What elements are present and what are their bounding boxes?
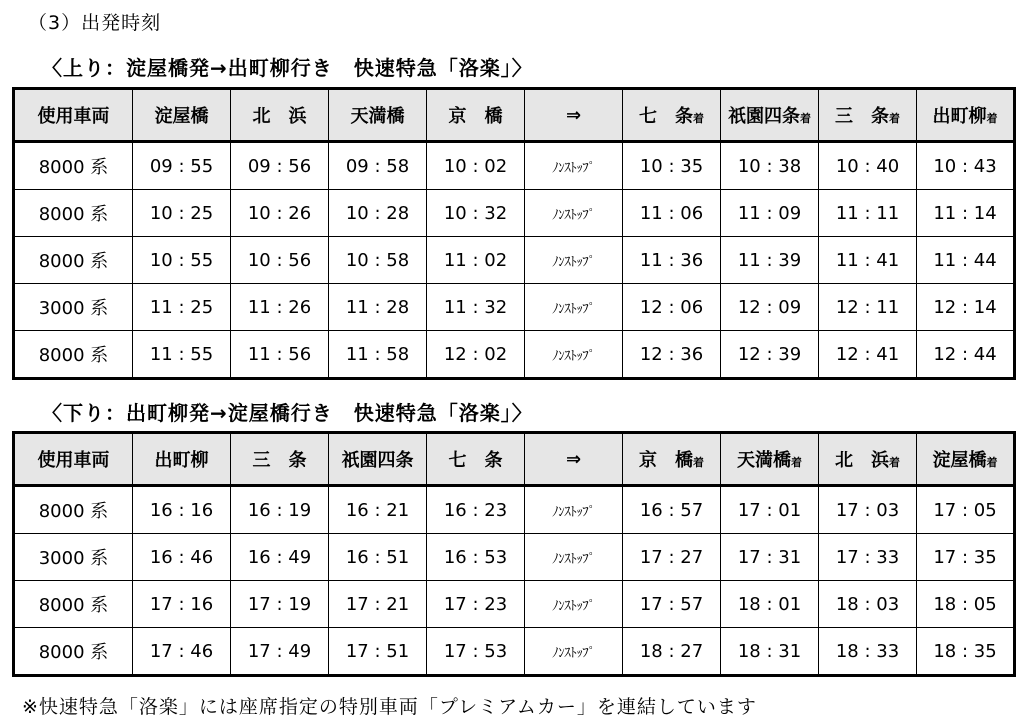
time-cell: 12 : 36: [623, 331, 721, 379]
vehicle-cell: 3000 系: [14, 284, 133, 331]
up-header-label: 京 橋: [448, 106, 503, 127]
time-cell: 10 : 55: [133, 237, 231, 284]
time-cell: 12 : 02: [427, 331, 525, 379]
time-cell: 10 : 28: [329, 190, 427, 237]
table-row: [14, 331, 1015, 379]
up-header-cell: [917, 89, 1015, 142]
time-cell: 16 : 19: [231, 486, 329, 534]
down-header-row: [14, 433, 1015, 486]
table-row: [14, 581, 1015, 628]
vehicle-cell: 8000 系: [14, 486, 133, 534]
time-cell: 11 : 06: [623, 190, 721, 237]
nonstop-cell: ﾉﾝｽﾄｯﾌﾟ: [525, 486, 623, 534]
up-header-label: 出町柳: [932, 106, 987, 127]
vehicle-cell: 8000 系: [14, 142, 133, 190]
down-header-cell: [427, 433, 525, 486]
time-cell: 18 : 31: [721, 628, 819, 676]
time-cell: 11 : 32: [427, 284, 525, 331]
time-cell: 10 : 02: [427, 142, 525, 190]
up-header-cell: [427, 89, 525, 142]
table-row: [14, 190, 1015, 237]
down-timetable: [12, 431, 1016, 677]
up-header-label: 祇園四条: [728, 106, 800, 127]
arrival-suffix: 着: [986, 112, 998, 125]
vehicle-cell: 8000 系: [14, 190, 133, 237]
time-cell: 17 : 53: [427, 628, 525, 676]
time-cell: 11 : 44: [917, 237, 1015, 284]
down-header-label: 祇園四条: [341, 450, 414, 471]
up-header-label: ⇒: [565, 104, 582, 126]
up-header-row: [14, 89, 1015, 142]
time-cell: 18 : 01: [721, 581, 819, 628]
time-cell: 16 : 57: [623, 486, 721, 534]
down-header-label: ⇒: [565, 448, 582, 470]
time-cell: 17 : 51: [329, 628, 427, 676]
arrival-suffix: 着: [889, 112, 900, 125]
time-cell: 12 : 09: [721, 284, 819, 331]
table-row: [14, 284, 1015, 331]
time-cell: 17 : 05: [917, 486, 1015, 534]
vehicle-cell: 8000 系: [14, 628, 133, 676]
up-header-cell: [721, 89, 819, 142]
up-body: [14, 142, 1015, 379]
time-cell: 17 : 03: [819, 486, 917, 534]
table-row: [14, 237, 1015, 284]
time-cell: 18 : 33: [819, 628, 917, 676]
up-header-cell: [819, 89, 917, 142]
nonstop-cell: ﾉﾝｽﾄｯﾌﾟ: [525, 331, 623, 379]
down-header-label: 北 浜: [835, 450, 889, 471]
table-row: [14, 628, 1015, 676]
time-cell: 10 : 32: [427, 190, 525, 237]
time-cell: 10 : 58: [329, 237, 427, 284]
down-timetable-title: 〈下り：出町柳発→淀屋橋行き 快速特急「洛楽」〉: [42, 401, 533, 425]
time-cell: 09 : 56: [231, 142, 329, 190]
up-header-label: 七 条: [639, 106, 693, 127]
vehicle-cell: 8000 系: [14, 331, 133, 379]
time-cell: 18 : 35: [917, 628, 1015, 676]
arrival-suffix: 着: [986, 456, 998, 469]
time-cell: 18 : 03: [819, 581, 917, 628]
nonstop-cell: ﾉﾝｽﾄｯﾌﾟ: [525, 142, 623, 190]
down-header-cell: [329, 433, 427, 486]
down-header-cell: [133, 433, 231, 486]
time-cell: 16 : 46: [133, 534, 231, 581]
nonstop-cell: ﾉﾝｽﾄｯﾌﾟ: [525, 534, 623, 581]
time-cell: 12 : 41: [819, 331, 917, 379]
down-header-label: 使用車両: [37, 450, 110, 471]
time-cell: 17 : 21: [329, 581, 427, 628]
nonstop-cell: ﾉﾝｽﾄｯﾌﾟ: [525, 284, 623, 331]
time-cell: 17 : 01: [721, 486, 819, 534]
down-header-cell: [819, 433, 917, 486]
table-row: [14, 534, 1015, 581]
time-cell: 17 : 57: [623, 581, 721, 628]
down-header-cell: [917, 433, 1015, 486]
arrival-suffix: 着: [889, 456, 900, 469]
up-timetable: [12, 87, 1016, 380]
time-cell: 16 : 21: [329, 486, 427, 534]
arrival-suffix: 着: [800, 112, 811, 125]
time-cell: 17 : 16: [133, 581, 231, 628]
down-header-label: 七 条: [448, 450, 503, 471]
down-header-label: 三 条: [252, 450, 307, 471]
arrival-suffix: 着: [693, 456, 704, 469]
up-header-label: 北 浜: [252, 106, 307, 127]
section-heading: （3）出発時刻: [28, 12, 162, 34]
footnote: ※快速特急「洛楽」には座席指定の特別車両「プレミアムカー」を連結しています: [22, 696, 757, 718]
up-header-cell: [14, 89, 133, 142]
arrival-suffix: 着: [693, 112, 704, 125]
up-header-label: 使用車両: [37, 106, 110, 127]
time-cell: 17 : 23: [427, 581, 525, 628]
table-row: [14, 142, 1015, 190]
time-cell: 16 : 23: [427, 486, 525, 534]
down-header-cell: [721, 433, 819, 486]
time-cell: 16 : 49: [231, 534, 329, 581]
down-header-label: 出町柳: [154, 450, 209, 471]
time-cell: 11 : 14: [917, 190, 1015, 237]
time-cell: 17 : 19: [231, 581, 329, 628]
arrival-suffix: 着: [791, 456, 802, 469]
time-cell: 17 : 31: [721, 534, 819, 581]
nonstop-cell: ﾉﾝｽﾄｯﾌﾟ: [525, 581, 623, 628]
time-cell: 16 : 53: [427, 534, 525, 581]
up-header-cell: [525, 89, 623, 142]
up-header-label: 三 条: [835, 106, 889, 127]
up-timetable-title: 〈上り：淀屋橋発→出町柳行き 快速特急「洛楽」〉: [42, 56, 533, 80]
time-cell: 17 : 49: [231, 628, 329, 676]
time-cell: 10 : 25: [133, 190, 231, 237]
vehicle-cell: 8000 系: [14, 581, 133, 628]
time-cell: 12 : 06: [623, 284, 721, 331]
time-cell: 11 : 36: [623, 237, 721, 284]
time-cell: 09 : 58: [329, 142, 427, 190]
time-cell: 11 : 26: [231, 284, 329, 331]
time-cell: 17 : 33: [819, 534, 917, 581]
up-header-cell: [231, 89, 329, 142]
time-cell: 11 : 28: [329, 284, 427, 331]
up-header-cell: [329, 89, 427, 142]
nonstop-cell: ﾉﾝｽﾄｯﾌﾟ: [525, 237, 623, 284]
down-header-label: 淀屋橋: [932, 450, 987, 471]
time-cell: 12 : 39: [721, 331, 819, 379]
time-cell: 16 : 16: [133, 486, 231, 534]
time-cell: 11 : 55: [133, 331, 231, 379]
nonstop-cell: ﾉﾝｽﾄｯﾌﾟ: [525, 190, 623, 237]
down-header-cell: [231, 433, 329, 486]
time-cell: 09 : 55: [133, 142, 231, 190]
time-cell: 12 : 14: [917, 284, 1015, 331]
vehicle-cell: 3000 系: [14, 534, 133, 581]
time-cell: 11 : 41: [819, 237, 917, 284]
time-cell: 10 : 40: [819, 142, 917, 190]
time-cell: 10 : 38: [721, 142, 819, 190]
down-header-label: 京 橋: [639, 450, 693, 471]
down-header-cell: [623, 433, 721, 486]
time-cell: 10 : 35: [623, 142, 721, 190]
time-cell: 11 : 02: [427, 237, 525, 284]
vehicle-cell: 8000 系: [14, 237, 133, 284]
up-header-cell: [623, 89, 721, 142]
time-cell: 11 : 39: [721, 237, 819, 284]
time-cell: 11 : 09: [721, 190, 819, 237]
up-header-label: 天満橋: [350, 106, 405, 127]
up-header-label: 淀屋橋: [154, 106, 209, 127]
time-cell: 10 : 43: [917, 142, 1015, 190]
time-cell: 17 : 46: [133, 628, 231, 676]
time-cell: 11 : 11: [819, 190, 917, 237]
down-header-label: 天満橋: [737, 450, 791, 471]
down-header-cell: [525, 433, 623, 486]
down-header-cell: [14, 433, 133, 486]
time-cell: 17 : 35: [917, 534, 1015, 581]
time-cell: 16 : 51: [329, 534, 427, 581]
up-header-cell: [133, 89, 231, 142]
time-cell: 12 : 44: [917, 331, 1015, 379]
time-cell: 11 : 58: [329, 331, 427, 379]
time-cell: 10 : 26: [231, 190, 329, 237]
time-cell: 11 : 56: [231, 331, 329, 379]
nonstop-cell: ﾉﾝｽﾄｯﾌﾟ: [525, 628, 623, 676]
time-cell: 18 : 27: [623, 628, 721, 676]
time-cell: 10 : 56: [231, 237, 329, 284]
time-cell: 18 : 05: [917, 581, 1015, 628]
time-cell: 12 : 11: [819, 284, 917, 331]
time-cell: 11 : 25: [133, 284, 231, 331]
time-cell: 17 : 27: [623, 534, 721, 581]
table-row: [14, 486, 1015, 534]
down-body: [14, 486, 1015, 676]
